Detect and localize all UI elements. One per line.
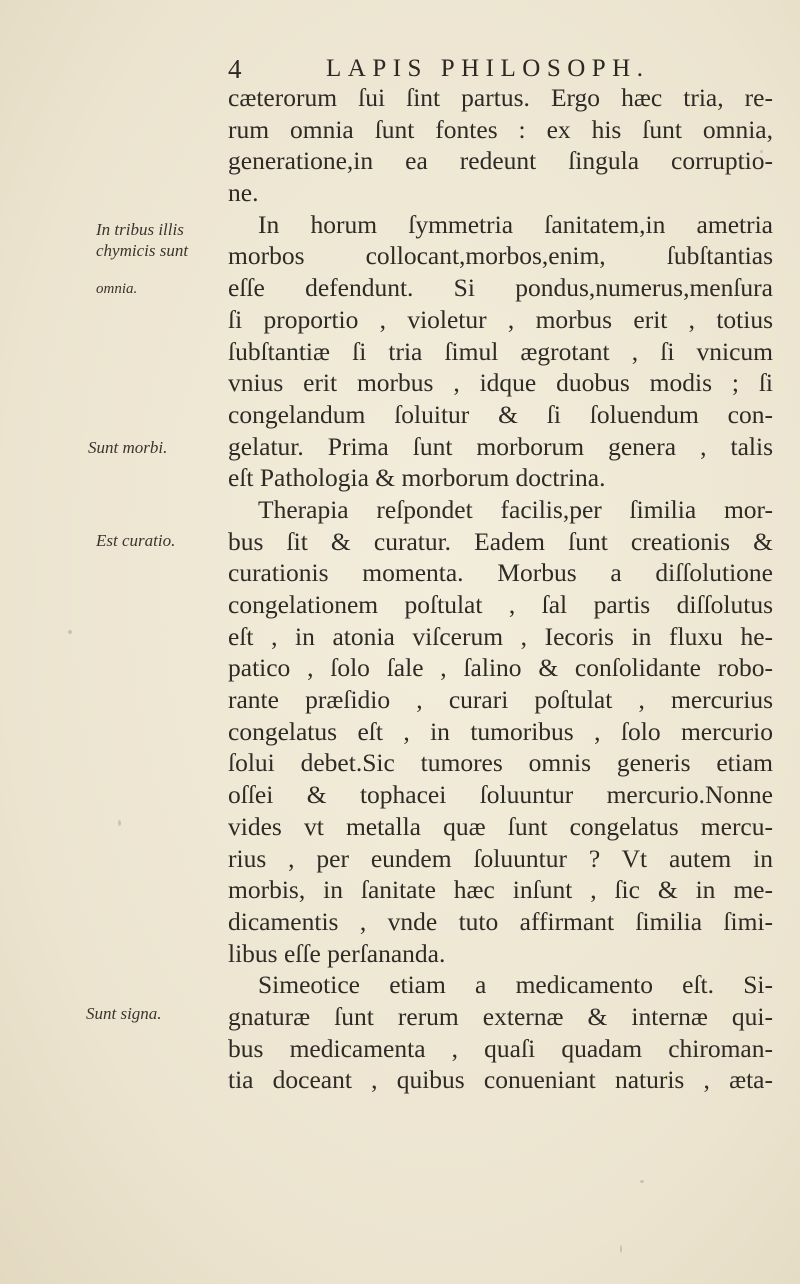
text-line: gnaturæ ſunt rerum externæ & internæ qui- — [228, 1001, 773, 1031]
text-line: gelatur. Prima ſunt morborum genera , talis — [228, 431, 773, 461]
marginal-note: In tribus illis — [96, 220, 184, 239]
text-line: Simeotice etiam a medicamento eſt. Si- — [258, 970, 773, 1000]
marginal-note: Sunt signa. — [86, 1004, 162, 1023]
text-line: eſt Pathologia & morborum doctrina. — [228, 463, 606, 493]
text-line: rius , per eundem ſoluuntur ? Vt autem in — [228, 843, 773, 873]
text-line: Therapia reſpondet facilis,per ſimilia mor- — [258, 494, 773, 524]
text-line: generatione,in ea redeunt ſingula corruptio- — [228, 146, 773, 176]
text-line: ſolui debet.Sic tumores omnis generis etiam — [228, 748, 773, 778]
text-line: vides vt metalla quæ ſunt congelatus mercu- — [228, 811, 773, 841]
marginal-note: Sunt morbi. — [88, 438, 168, 457]
marginal-note: chymicis sunt — [96, 241, 189, 260]
text-line: bus medicamenta , quaſi quadam chiroman- — [228, 1033, 773, 1063]
text-line: morbos collocant,morbos,enim, ſubſtantias — [228, 241, 773, 271]
paper-speck — [760, 150, 763, 153]
text-line: curationis momenta. Morbus a diſſolutione — [228, 558, 773, 588]
text-line: congelationem poſtulat , ſal partis diſſolutus — [228, 590, 773, 619]
text-line: patico , ſolo ſale , ſalino & conſolidante robo- — [228, 653, 773, 683]
text-line: In horum ſymmetria ſanitatem,in ametria — [258, 209, 773, 239]
marginal-note: Est curatio. — [96, 531, 176, 550]
text-line: morbis, in ſanitate hæc inſunt , ſic & in me- — [228, 875, 773, 905]
text-line: oſſei & tophacei ſoluuntur mercurio.Nonne — [228, 780, 773, 810]
text-line: ſubſtantiæ ſi tria ſimul ægrotant , ſi vnicum — [228, 336, 773, 366]
text-line: ne. — [228, 178, 259, 208]
running-head: LAPIS PHILOSOPH. — [326, 55, 650, 82]
marginal-note: omnia. — [96, 281, 138, 297]
text-line: libus eſſe perſananda. — [228, 938, 446, 968]
paper-speck — [620, 1245, 622, 1253]
text-line: ſi proportio , violetur , morbus erit , totius — [228, 304, 773, 334]
body-text — [228, 82, 773, 1096]
text-line: congelandum ſoluitur & ſi ſoluendum con- — [228, 399, 773, 429]
page-header — [228, 52, 678, 86]
text-line: cæterorum ſui ſint partus. Ergo hæc tria, re- — [228, 83, 773, 112]
text-line: rante præſidio , curari poſtulat , mercurius — [228, 685, 773, 715]
text-line: eſt , in atonia viſcerum , Iecoris in fluxu he- — [228, 621, 773, 651]
paper-speck — [118, 820, 121, 826]
text-line: eſſe defendunt. Si pondus,numerus,menſura — [228, 273, 773, 303]
page-number: 4 — [228, 54, 242, 84]
text-line: dicamentis , vnde tuto affirmant ſimilia ſimi- — [228, 906, 773, 936]
text-line: vnius erit morbus , idque duobus modis ; ſi — [228, 368, 773, 398]
text-line: congelatus eſt , in tumoribus , ſolo mercurio — [228, 716, 773, 746]
paper-speck — [68, 630, 72, 634]
text-line: tia doceant , quibus conueniant naturis , æta- — [228, 1065, 773, 1095]
text-line: rum omnia ſunt fontes : ex his ſunt omnia, — [228, 114, 773, 144]
paper-speck — [640, 1180, 644, 1183]
text-line: bus ſit & curatur. Eadem ſunt creationis & — [228, 526, 773, 556]
